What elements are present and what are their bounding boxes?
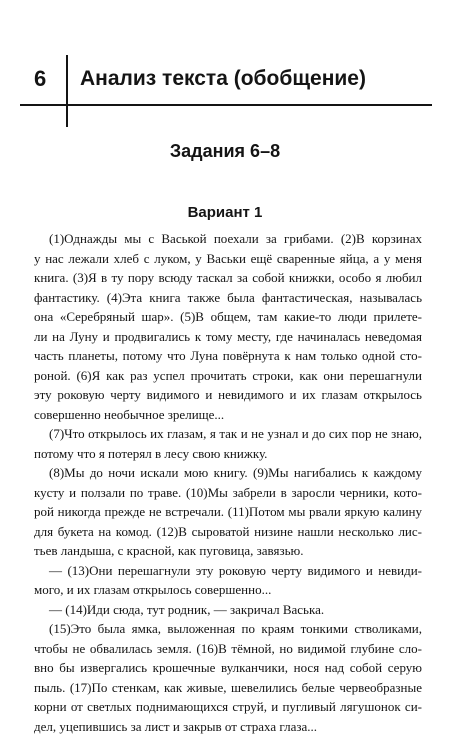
text-line: потому что я потерял в лесу свою книжку. <box>34 444 422 464</box>
text-line: — (13)Они перешагнули эту роковую черту видимого и невиди- <box>34 561 422 581</box>
text-line: книга. (3)Я в ту пору всюду таскал за собой книжки, особо я любил <box>34 268 422 288</box>
text-line: рой никогда прежде не встречали. (11)Потом мы рвали яркую калину <box>34 502 422 522</box>
text-line: тьев ландыша, с красной, как пуговица, завязью. <box>34 541 422 561</box>
header-vertical-rule <box>66 55 68 127</box>
chapter-number: 6 <box>34 66 46 92</box>
variant-heading: Вариант 1 <box>0 204 450 222</box>
text-line: кусту и ползали по траве. (10)Мы забрели в заросли черники, кото- <box>34 483 422 503</box>
text-line: (15)Это была ямка, выложенная по краям тонкими стволиками, <box>34 619 422 639</box>
text-line: (8)Мы до ночи искали мою книгу. (9)Мы нагибались к каждому <box>34 463 422 483</box>
text-line: корни от светлых поднимающихся струй, и пугливый лягушонок си- <box>34 697 422 717</box>
text-line: совершенно необычное зрелище... <box>34 405 422 425</box>
text-line: фантастику. (4)Эта книга также была фантастическая, называлась <box>34 288 422 308</box>
text-line: дел, уцепившись за лист и закрыв от страха глаза... <box>34 717 422 736</box>
text-line: мого, и их глазам открылось совершенно... <box>34 580 422 600</box>
text-line: — (14)Иди сюда, тут родник, — закричал Васька. <box>34 600 422 620</box>
text-line: ли на Луну и продвигались к тому месту, где начиналась неведомая <box>34 327 422 347</box>
text-line: у нас лежали хлеб с луком, у Васьки ещё сваренные яйца, а у меня <box>34 249 422 269</box>
text-line: пыль. (17)По стенкам, как живые, шевелились белые червеобразные <box>34 678 422 698</box>
text-line: эту роковую черту видимого и невидимого и их глазам открылось <box>34 385 422 405</box>
header-horizontal-rule <box>20 104 432 106</box>
text-line: (1)Однажды мы с Васькой поехали за грибами. (2)В корзинах <box>34 229 422 249</box>
chapter-title: Анализ текста (обобщение) <box>80 66 366 92</box>
text-line: вно бы извергались крошечные вулканчики, нося над собой серую <box>34 658 422 678</box>
text-line: (7)Что открылось их глазам, я так и не узнал и до сих пор не знаю, <box>34 424 422 444</box>
text-line: роной. (6)Я как раз успел прочитать строки, как они перешагнули <box>34 366 422 386</box>
text-line: она «Серебряный шар». (5)В общем, там какие-то люди прилете- <box>34 307 422 327</box>
tasks-heading: Задания 6–8 <box>0 140 450 162</box>
text-line: часть планеты, потому что Луна повёрнута к нам только одной сто- <box>34 346 422 366</box>
text-body <box>34 229 422 736</box>
text-line: для букета на комод. (12)В сыроватой низине нашли несколько лис- <box>34 522 422 542</box>
text-line: чтобы не обвалилась земля. (16)В тёмной, но видимой глубине сло- <box>34 639 422 659</box>
